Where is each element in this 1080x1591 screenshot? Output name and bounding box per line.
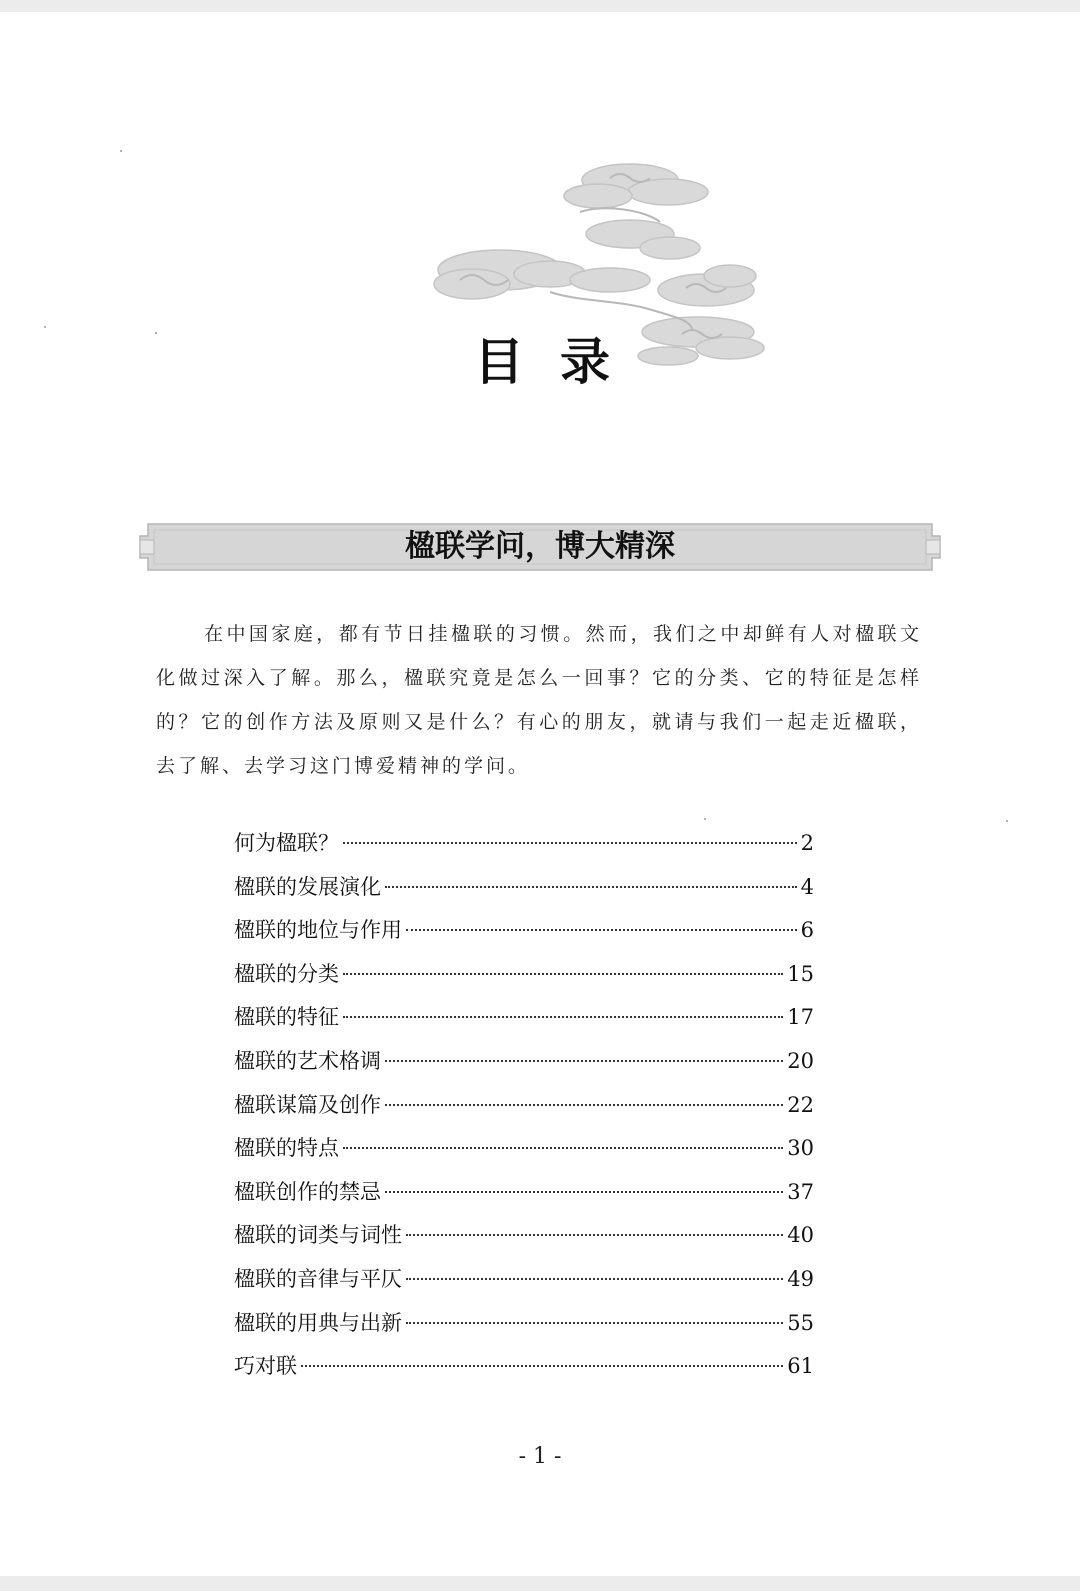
toc-entry-page: 61 xyxy=(787,1354,814,1379)
toc-leader-dots xyxy=(343,1016,783,1018)
scan-speck xyxy=(120,150,122,152)
toc-entry-page: 2 xyxy=(800,831,814,855)
toc-leader-dots xyxy=(343,842,797,844)
scan-speck xyxy=(44,326,46,328)
toc-leader-dots xyxy=(406,1278,783,1280)
toc-entry-page: 37 xyxy=(787,1179,814,1204)
toc-entry[interactable] xyxy=(234,1089,814,1133)
toc-entry[interactable] xyxy=(234,827,814,871)
toc-entry-title: 楹联的特征 xyxy=(234,1005,339,1030)
toc-entry[interactable] xyxy=(234,914,814,958)
toc-entry-title: 楹联的地位与作用 xyxy=(234,918,402,943)
toc-entry-page: 30 xyxy=(787,1136,814,1161)
toc-leader-dots xyxy=(385,1060,783,1062)
toc-entry-page: 4 xyxy=(800,874,814,899)
scan-speck xyxy=(704,818,706,820)
section-heading: 楹联学问，博大精深 xyxy=(405,529,675,564)
toc-entry[interactable] xyxy=(234,1263,814,1307)
toc-entry-page: 15 xyxy=(787,961,814,986)
toc-leader-dots xyxy=(343,1147,783,1149)
intro-paragraph: 在中国家庭，都有节日挂楹联的习惯。然而，我们之中却鲜有人对楹联文化做过深入了解。那么，楹联究竟是怎么一回事？它的分类、它的特征是怎样的？它的创作方法及原则又是什么？有心的朋友，就请与我们一起走近楹联，去了解、去学习这门博爱精神的学问。 xyxy=(156,623,922,777)
toc-entry[interactable] xyxy=(234,1219,814,1263)
toc-leader-dots xyxy=(385,1104,783,1106)
toc-entry[interactable] xyxy=(234,1350,814,1394)
toc-entry[interactable] xyxy=(234,871,814,915)
toc-leader-dots xyxy=(343,973,783,975)
toc-entry-title: 楹联创作的禁忌 xyxy=(234,1179,381,1204)
page-number: - 1 - xyxy=(518,1444,562,1469)
toc-entry-page: 22 xyxy=(787,1092,814,1117)
toc-entry-title: 楹联的用典与出新 xyxy=(234,1310,402,1335)
toc-entry-page: 20 xyxy=(787,1048,814,1073)
toc-entry[interactable] xyxy=(234,1132,814,1176)
toc-entry-page: 55 xyxy=(787,1310,814,1335)
scan-speck xyxy=(1006,820,1008,822)
toc-entry[interactable] xyxy=(234,1307,814,1351)
toc-entry[interactable] xyxy=(234,1045,814,1089)
toc-entry-title: 楹联的艺术格调 xyxy=(234,1048,381,1073)
section-banner xyxy=(138,516,942,578)
toc-entry-page: 17 xyxy=(787,1005,814,1030)
toc-entry-title: 楹联的发展演化 xyxy=(234,874,381,899)
toc-entry[interactable] xyxy=(234,1176,814,1220)
table-of-contents xyxy=(234,827,814,1394)
toc-entry-page: 49 xyxy=(787,1266,814,1291)
toc-entry-page: 40 xyxy=(787,1223,814,1248)
toc-entry-title: 楹联的音律与平仄 xyxy=(234,1266,402,1291)
toc-leader-dots xyxy=(301,1365,783,1367)
toc-entry-title: 楹联谋篇及创作 xyxy=(234,1092,381,1117)
toc-entry-title: 楹联的词类与词性 xyxy=(234,1223,402,1248)
page-title: 目录 xyxy=(474,333,646,391)
toc-entry-title: 楹联的特点 xyxy=(234,1136,339,1161)
toc-entry-title: 楹联的分类 xyxy=(234,961,339,986)
toc-entry-title: 何为楹联？ xyxy=(234,831,339,855)
toc-entry-page: 6 xyxy=(800,918,814,943)
toc-entry[interactable] xyxy=(234,958,814,1002)
toc-leader-dots xyxy=(406,1322,783,1324)
toc-leader-dots xyxy=(385,886,797,888)
toc-entry-title: 巧对联 xyxy=(234,1354,297,1379)
toc-leader-dots xyxy=(406,929,797,931)
scan-speck xyxy=(155,332,157,334)
book-page xyxy=(0,12,1080,1576)
toc-leader-dots xyxy=(385,1191,783,1193)
toc-entry[interactable] xyxy=(234,1001,814,1045)
toc-leader-dots xyxy=(406,1234,783,1236)
